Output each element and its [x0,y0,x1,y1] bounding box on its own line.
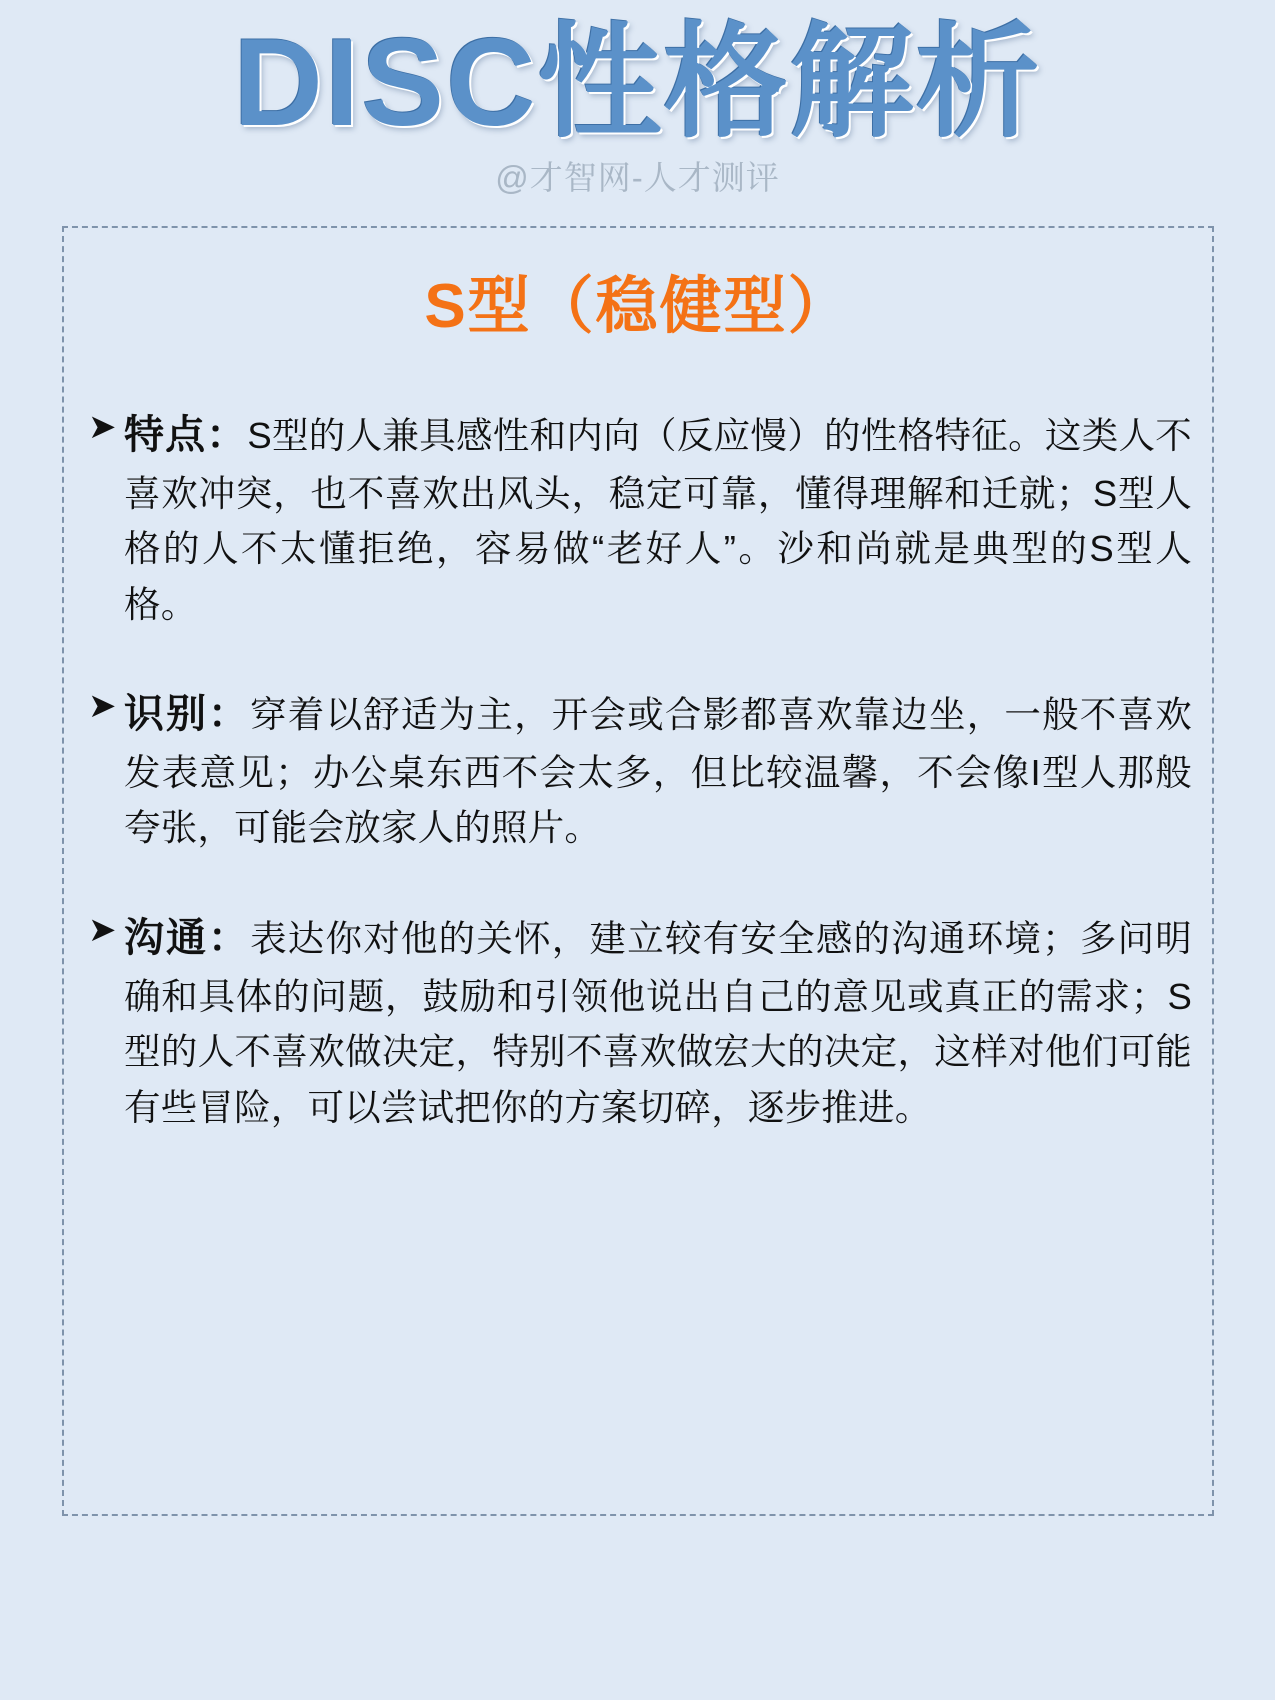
sections-list [64,405,1212,1135]
section-label: 特点： [124,413,248,457]
watermark-credit: @才智网-人才测评 [495,159,780,197]
section-body: S型的人兼具感性和内向（反应慢）的性格特征。这类人不喜欢冲突，也不喜欢出风头，稳定可靠，懂得理解和迁就；S型人格的人不太懂拒绝，容易做“老好人”。沙和尚就是典型的S型人格。 [124,415,1193,625]
arrow-right-icon: ➤ [88,909,117,950]
section-body: 穿着以舒适为主，开会或合影都喜欢靠边坐，一般不喜欢发表意见；办公桌东西不会太多，但比较温馨，不会像I型人那般夸张，可能会放家人的照片。 [124,694,1193,849]
section-label: 识别： [124,692,251,737]
section-body: 表达你对他的关怀，建立较有安全感的沟通环境；多问明确和具体的问题，鼓励和引领他说出自己的意见或真正的需求；S型的人不喜欢做决定，特别不喜欢做宏大的决定，这样对他们可能有些冒险，可以尝试把你的方案切碎，逐步推进。 [124,917,1193,1128]
list-item [80,405,1192,632]
section-label: 沟通： [124,915,251,960]
arrow-right-icon: ➤ [88,686,117,727]
poster-header [0,0,1275,199]
section-text [124,908,1192,1135]
list-item [80,684,1192,856]
content-panel [62,226,1214,1516]
page-title: DISC性格解析 [233,14,1042,152]
list-item [80,908,1192,1135]
section-text [124,405,1192,632]
panel-title: S型（稳健型） [424,272,852,341]
arrow-right-icon: ➤ [88,407,117,447]
section-text [124,684,1192,856]
